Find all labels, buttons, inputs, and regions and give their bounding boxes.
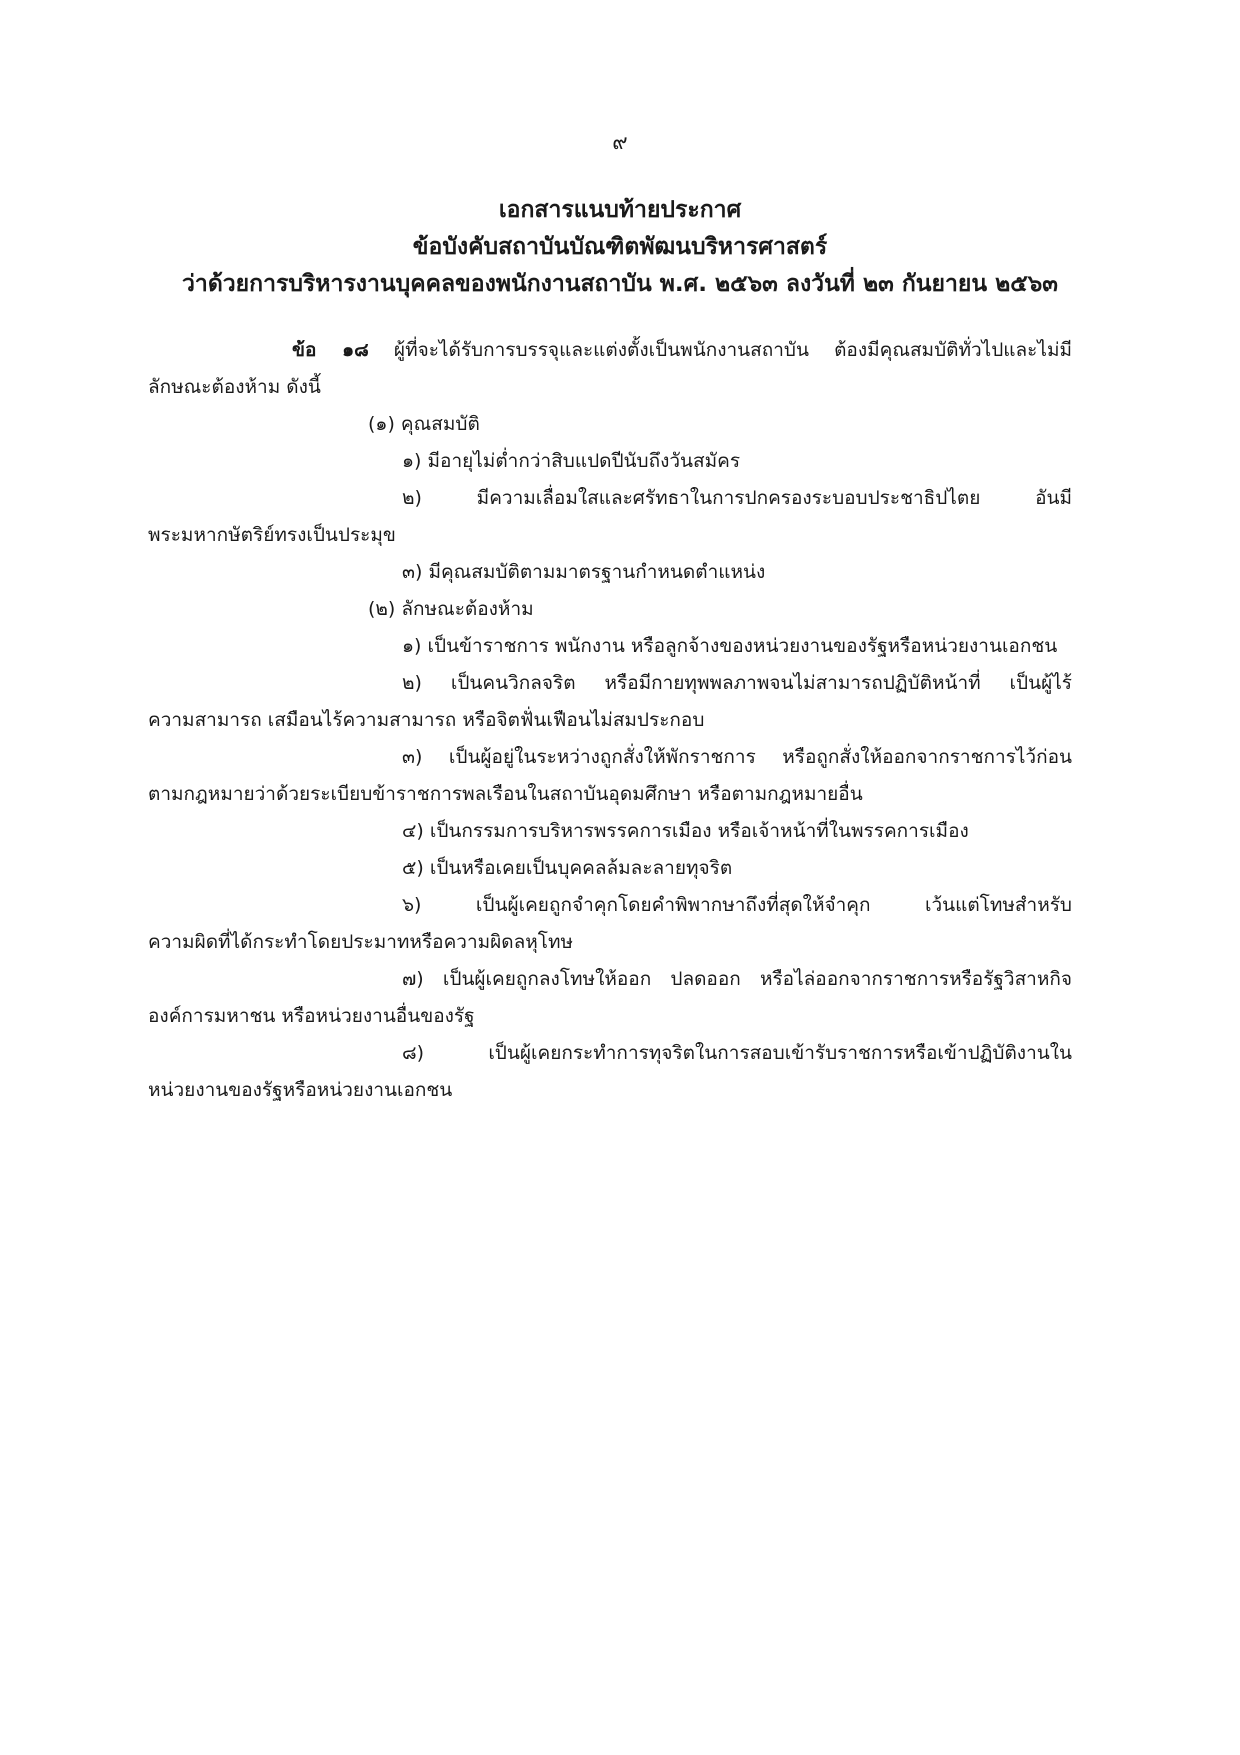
qualification-item-2-cont: พระมหากษัตริย์ทรงเป็นประมุข [148,524,396,546]
qualification-item-1: ๑) มีอายุไม่ต่ำกว่าสิบแปดปีนับถึงวันสมัคร [402,450,741,472]
header-subject: ว่าด้วยการบริหารงานบุคคลของพนักงานสถาบัน พ.ศ. ๒๕๖๓ ลงวันที่ ๒๓ กันยายน ๒๕๖๓ [181,271,1059,297]
qualification-item-3: ๓) มีคุณสมบัติตามมาตรฐานกำหนดตำแหน่ง [402,561,766,583]
qualification-item-2: ๒) มีความเลื่อมใสและศรัทธาในการปกครองระบอบประชาธิปไตย อันมี [402,487,1072,509]
prohibition-item-3-cont: ตามกฎหมายว่าด้วยระเบียบข้าราชการพลเรือนในสถาบันอุดมศึกษา หรือตามกฎหมายอื่น [148,783,863,805]
prohibition-item-7-cont: องค์การมหาชน หรือหน่วยงานอื่นของรัฐ [148,1005,475,1027]
prohibition-item-8: ๘) เป็นผู้เคยกระทำการทุจริตในการสอบเข้ารับราชการหรือเข้าปฏิบัติงานใน [402,1042,1072,1064]
prohibition-item-1: ๑) เป็นข้าราชการ พนักงาน หรือลูกจ้างของหน่วยงานของรัฐหรือหน่วยงานเอกชน [402,635,1058,657]
document-body [148,332,1072,1109]
prohibition-item-2: ๒) เป็นคนวิกลจริต หรือมีกายทุพพลภาพจนไม่สามารถปฏิบัติหน้าที่ เป็นผู้ไร้ [402,672,1072,694]
prohibition-item-6-cont: ความผิดที่ได้กระทำโดยประมาทหรือความผิดลหุโทษ [148,931,574,953]
header-title: เอกสารแนบท้ายประกาศ [498,197,742,223]
page-number: ๙ [612,130,628,154]
prohibition-item-2-cont: ความสามารถ เสมือนไร้ความสามารถ หรือจิตฟั่นเฟือนไม่สมประกอบ [148,709,705,731]
prohibition-item-3: ๓) เป็นผู้อยู่ในระหว่างถูกสั่งให้พักราชการ หรือถูกสั่งให้ออกจากราชการไว้ก่อน [402,746,1072,768]
clause-text: ผู้ที่จะได้รับการบรรจุและแต่งตั้งเป็นพนักงานสถาบัน ต้องมีคุณสมบัติทั่วไปและไม่มี [368,339,1072,361]
prohibition-item-5: ๕) เป็นหรือเคยเป็นบุคคลล้มละลายทุจริต [402,857,733,879]
prohibition-item-4: ๔) เป็นกรรมการบริหารพรรคการเมือง หรือเจ้าหน้าที่ในพรรคการเมือง [402,820,969,842]
document-header [0,192,1240,303]
prohibitions-heading: (๒) ลักษณะต้องห้าม [368,598,534,620]
clause-line-1 [148,332,1072,369]
prohibition-item-8-cont: หน่วยงานของรัฐหรือหน่วยงานเอกชน [148,1079,453,1101]
qualifications-heading: (๑) คุณสมบัติ [368,413,480,435]
clause-label: ข้อ ๑๘ [292,339,369,361]
clause-line-2: ลักษณะต้องห้าม ดังนี้ [148,376,321,398]
prohibition-item-7: ๗) เป็นผู้เคยถูกลงโทษให้ออก ปลดออก หรือไล่ออกจากราชการหรือรัฐวิสาหกิจ [402,968,1072,990]
header-regulation: ข้อบังคับสถาบันบัณฑิตพัฒนบริหารศาสตร์ [412,234,828,260]
prohibition-item-6: ๖) เป็นผู้เคยถูกจำคุกโดยคำพิพากษาถึงที่สุดให้จำคุก เว้นแต่โทษสำหรับ [402,894,1072,916]
